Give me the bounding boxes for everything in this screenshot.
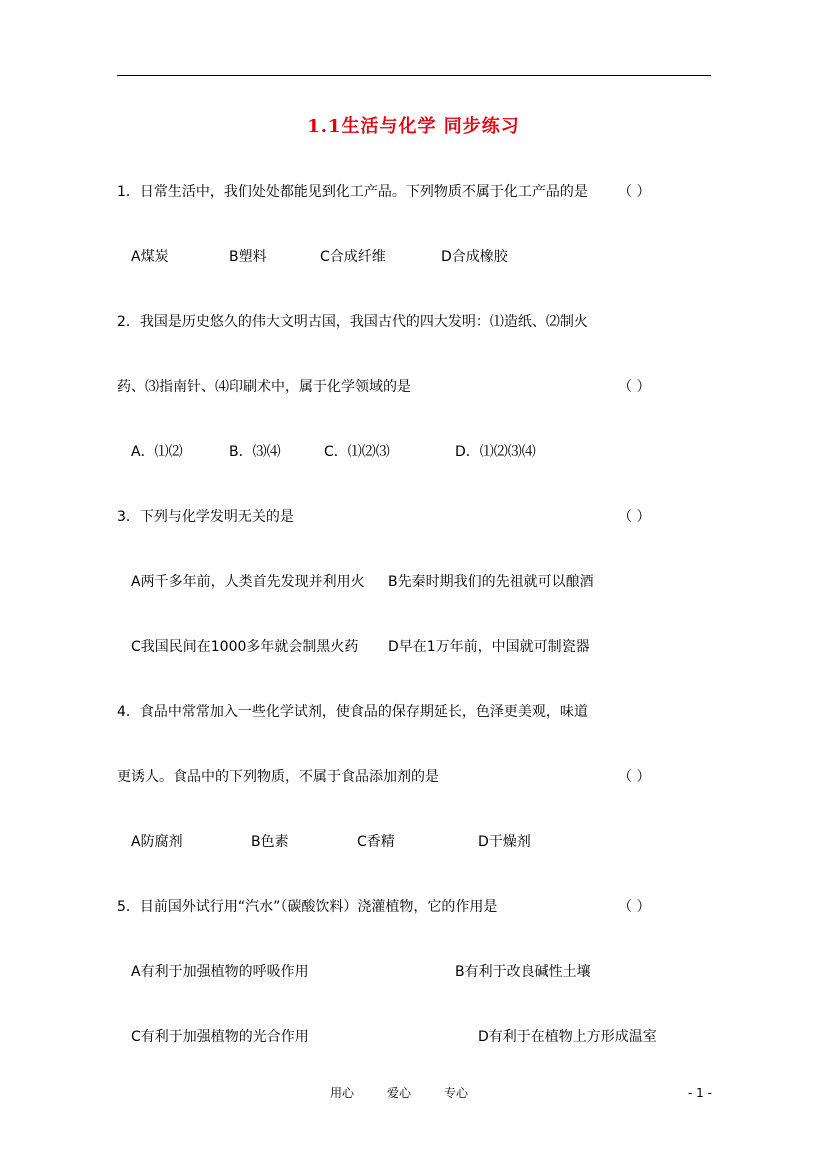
question-4-option-c: C香精 bbox=[357, 834, 395, 850]
question-1-stem: 1．日常生活中，我们处处都能见到化工产品。下列物质不属于化工产品的是 bbox=[117, 184, 588, 200]
question-1-option-c: C合成纤维 bbox=[320, 249, 386, 265]
question-5-option-d: D有利于在植物上方形成温室 bbox=[478, 1029, 657, 1045]
footer-item-2: 爱心 bbox=[387, 1086, 412, 1100]
footer-item-3: 专心 bbox=[444, 1086, 469, 1100]
footer-page-number: - 1 - bbox=[688, 1086, 712, 1100]
footer-item-1: 用心 bbox=[330, 1086, 355, 1100]
question-3-option-b: B先秦时期我们的先祖就可以酿酒 bbox=[388, 574, 594, 590]
question-5-option-b: B有利于改良碱性土壤 bbox=[455, 964, 591, 980]
question-4-option-d: D干燥剂 bbox=[478, 834, 531, 850]
question-3-stem: 3．下列与化学发明无关的是 bbox=[117, 509, 294, 525]
header-rule bbox=[117, 75, 711, 76]
question-3-option-d: D早在1万年前，中国就可制瓷器 bbox=[388, 639, 590, 655]
question-1-option-d: D合成橡胶 bbox=[441, 249, 508, 265]
question-4-option-b: B色素 bbox=[251, 834, 289, 850]
question-1-option-a: A煤炭 bbox=[131, 249, 169, 265]
question-3-option-a: A两千多年前，人类首先发现并利用火 bbox=[131, 574, 365, 590]
question-2-answer-bracket: （ ） bbox=[618, 379, 651, 395]
question-5-option-a: A有利于加强植物的呼吸作用 bbox=[131, 964, 309, 980]
question-2-option-b: B．⑶⑷ bbox=[229, 444, 281, 460]
question-4-option-a: A防腐剂 bbox=[131, 834, 183, 850]
question-1-answer-bracket: （ ） bbox=[618, 184, 651, 200]
question-2-stem-line-2: 药、⑶指南针、⑷印刷术中，属于化学领域的是 bbox=[117, 379, 411, 395]
question-1-option-b: B塑料 bbox=[229, 249, 267, 265]
question-3-option-c: C我国民间在1000多年就会制黑火药 bbox=[131, 639, 359, 655]
question-2-option-a: A．⑴⑵ bbox=[131, 444, 183, 460]
question-3-answer-bracket: （ ） bbox=[618, 509, 651, 525]
question-4-answer-bracket: （ ） bbox=[618, 769, 651, 785]
question-2-stem-line-1: 2．我国是历史悠久的伟大文明古国，我国古代的四大发明：⑴造纸、⑵制火 bbox=[117, 314, 588, 330]
question-5-stem: 5．目前国外试行用“汽水”（碳酸饮料）浇灌植物，它的作用是 bbox=[117, 899, 498, 915]
question-2-option-d: D．⑴⑵⑶⑷ bbox=[455, 444, 536, 460]
question-2-option-c: C．⑴⑵⑶ bbox=[324, 444, 390, 460]
page-title: 1.1生活与化学 同步练习 bbox=[307, 116, 520, 137]
question-5-option-c: C有利于加强植物的光合作用 bbox=[131, 1029, 309, 1045]
question-5-answer-bracket: （ ） bbox=[618, 899, 651, 915]
question-4-stem-line-2: 更诱人。食品中的下列物质，不属于食品添加剂的是 bbox=[117, 769, 439, 785]
question-4-stem-line-1: 4．食品中常常加入一些化学试剂，使食品的保存期延长，色泽更美观，味道 bbox=[117, 704, 588, 720]
